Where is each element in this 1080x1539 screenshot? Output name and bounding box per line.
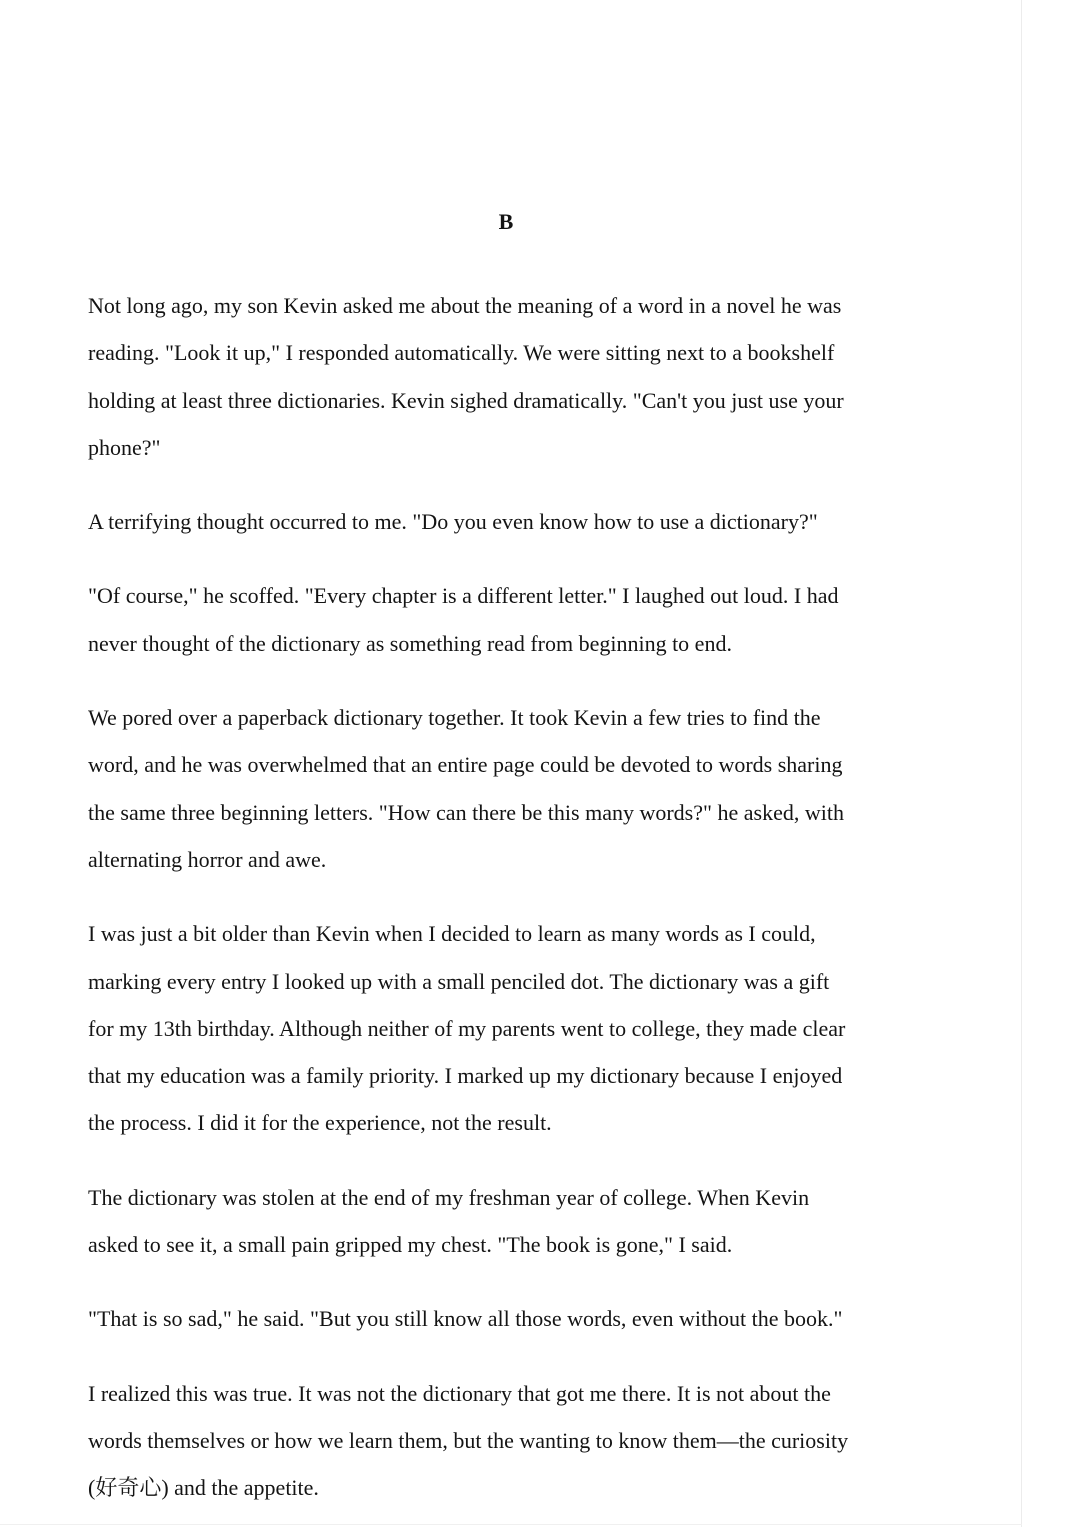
text-line: never thought of the dictionary as something read from beginning to end. (88, 630, 732, 656)
text-line: Not long ago, my son Kevin asked me about the meaning of a word in a novel he was (88, 293, 842, 318)
paragraph-5 (88, 910, 938, 1146)
text-line: asked to see it, a small pain gripped my chest. "The book is gone," I said. (88, 1232, 733, 1258)
paragraph-1 (88, 282, 938, 471)
text-line: holding at least three dictionaries. Kevin sighed dramatically. "Can't you just use your (88, 387, 844, 413)
text-line: We pored over a paperback dictionary together. It took Kevin a few tries to find the (88, 705, 821, 731)
paragraph-4 (88, 694, 938, 883)
text-line: The dictionary was stolen at the end of my freshman year of college. When Kevin (88, 1184, 810, 1210)
text-line: I realized this was true. It was not the dictionary that got me there. It is not about the (88, 1380, 831, 1406)
text-line: A terrifying thought occurred to me. "Do you even know how to use a dictionary?" (88, 509, 818, 535)
text-line: (好奇心) and the appetite. (88, 1475, 319, 1501)
paragraph-2 (88, 498, 938, 545)
section-heading: B (498, 209, 514, 234)
text-line: for my 13th birthday. Although neither of my parents went to college, they made clear (88, 1015, 846, 1041)
text-line: the process. I did it for the experience, not the result. (88, 1110, 552, 1136)
text-line: that my education was a family priority. I marked up my dictionary because I enjoyed (88, 1063, 843, 1089)
text-line: alternating horror and awe. (88, 846, 327, 872)
paragraph-6 (88, 1174, 938, 1269)
paragraph-7 (88, 1295, 938, 1342)
text-line: word, and he was overwhelmed that an entire page could be devoted to words sharing (88, 752, 843, 778)
text-line: the same three beginning letters. "How can there be this many words?" he asked, with (88, 799, 844, 825)
text-line: phone?" (88, 434, 161, 460)
text-line: I was just a bit older than Kevin when I decided to learn as many words as I could, (88, 921, 816, 947)
text-line: reading. "Look it up," I responded automatically. We were sitting next to a bookshelf (88, 340, 835, 366)
text-line: words themselves or how we learn them, but the wanting to know them—the curiosity (88, 1427, 849, 1453)
passage-body (88, 282, 938, 1539)
page-edge-divider (1021, 0, 1022, 1527)
paragraph-3 (88, 572, 938, 667)
paragraph-8 (88, 1370, 938, 1512)
text-line: "Of course," he scoffed. "Every chapter is a different letter." I laughed out loud. I had (88, 583, 839, 609)
text-line: "That is so sad," he said. "But you still know all those words, even without the book." (88, 1306, 843, 1332)
text-line: marking every entry I looked up with a small penciled dot. The dictionary was a gift (88, 968, 830, 994)
